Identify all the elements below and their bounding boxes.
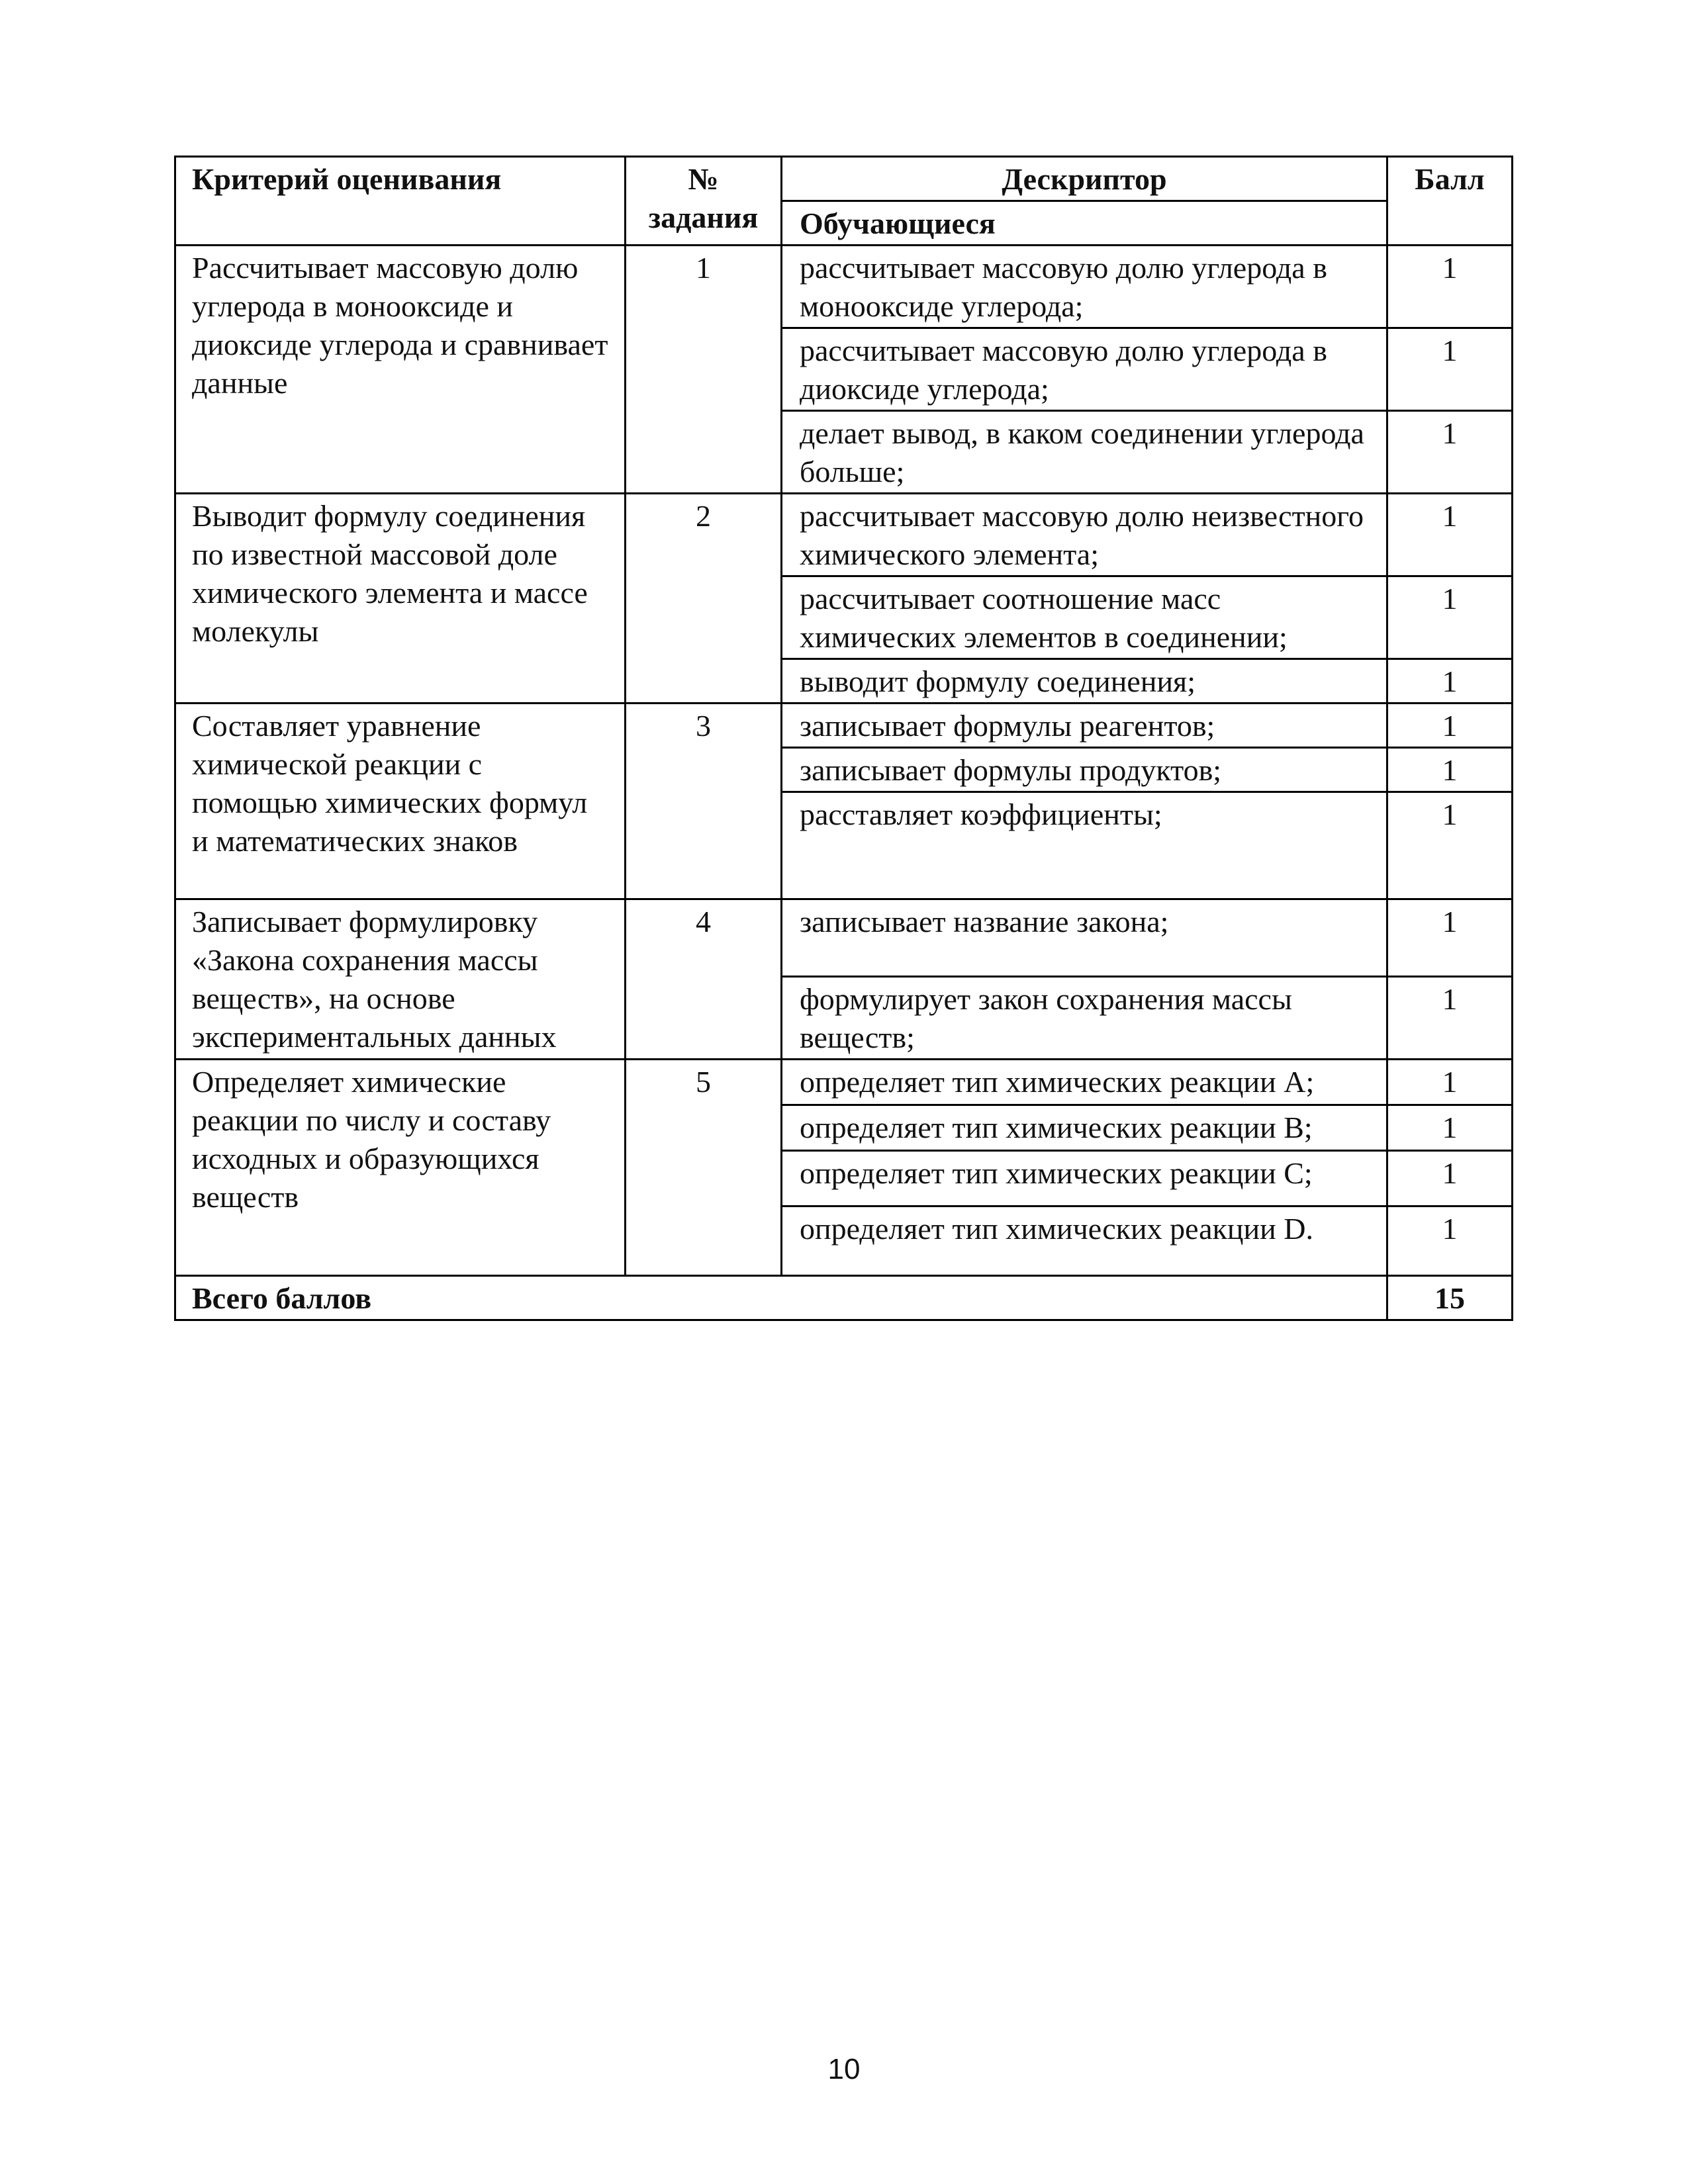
descriptor-text: записывает формулы реагентов; [782,704,1387,748]
total-row [175,1276,1513,1320]
descriptor-text: определяет тип химических реакции В; [782,1105,1387,1151]
descriptor-score: 1 [1387,748,1513,792]
header-row-1 [175,157,1513,201]
rubric-table [174,156,1513,1321]
descriptor-text: рассчитывает массовую долю углерода в диоксиде углерода; [782,328,1387,411]
descriptor-text: определяет тип химических реакции А; [782,1060,1387,1105]
task-number: 4 [626,899,782,1060]
descriptor-score: 1 [1387,792,1513,899]
header-task-number [626,157,782,246]
descriptor-score: 1 [1387,494,1513,576]
header-criterion: Критерий оценивания [175,157,626,246]
descriptor-text: записывает формулы продуктов; [782,748,1387,792]
descriptor-text: рассчитывает массовую долю углерода в монооксиде углерода; [782,246,1387,328]
task-number: 3 [626,704,782,899]
descriptor-score: 1 [1387,1151,1513,1206]
descriptor-text: формулирует закон сохранения массы веществ; [782,977,1387,1060]
descriptor-row [175,899,1513,977]
criterion-text: Записывает формулировку «Закона сохранения массы веществ», на основе экспериментальных данных [175,899,626,1060]
descriptor-row [175,1060,1513,1105]
criterion-text: Составляет уравнение химической реакции с помощью химических формул и математических знаков [175,704,626,899]
page-number: 10 [827,2053,861,2085]
descriptor-score: 1 [1387,704,1513,748]
total-score: 15 [1387,1276,1513,1320]
descriptor-row [175,246,1513,328]
descriptor-row [175,494,1513,576]
descriptor-text: определяет тип химических реакции D. [782,1206,1387,1276]
descriptor-score: 1 [1387,1105,1513,1151]
criterion-text: Определяет химические реакции по числу и составу исходных и образующихся веществ [175,1060,626,1276]
header-learners: Обучающиеся [782,201,1387,246]
descriptor-score: 1 [1387,659,1513,704]
task-number: 2 [626,494,782,704]
descriptor-text: определяет тип химических реакции С; [782,1151,1387,1206]
descriptor-text: записывает название закона; [782,899,1387,977]
total-label: Всего баллов [175,1276,1387,1320]
descriptor-score: 1 [1387,1206,1513,1276]
header-score: Балл [1387,157,1513,246]
descriptor-row [175,704,1513,748]
descriptor-text: расставляет коэффициенты; [782,792,1387,899]
descriptor-score: 1 [1387,411,1513,494]
header-descriptor: Дескриптор [782,157,1387,201]
descriptor-text: рассчитывает массовую долю неизвестного химического элемента; [782,494,1387,576]
header-task-number-label: задания [648,201,759,234]
descriptor-text: делает вывод, в каком соединении углерода больше; [782,411,1387,494]
header-task-number-symbol: № [688,162,719,196]
descriptor-score: 1 [1387,246,1513,328]
descriptor-score: 1 [1387,977,1513,1060]
criterion-text: Рассчитывает массовую долю углерода в монооксиде и диоксиде углерода и сравнивает данные [175,246,626,494]
descriptor-score: 1 [1387,1060,1513,1105]
descriptor-text: рассчитывает соотношение масс химических элементов в соединении; [782,576,1387,659]
task-number: 5 [626,1060,782,1276]
descriptor-score: 1 [1387,899,1513,977]
descriptor-text: выводит формулу соединения; [782,659,1387,704]
descriptor-score: 1 [1387,576,1513,659]
task-number: 1 [626,246,782,494]
criterion-text: Выводит формулу соединения по известной массовой доле химического элемента и массе молекулы [175,494,626,704]
descriptor-score: 1 [1387,328,1513,411]
